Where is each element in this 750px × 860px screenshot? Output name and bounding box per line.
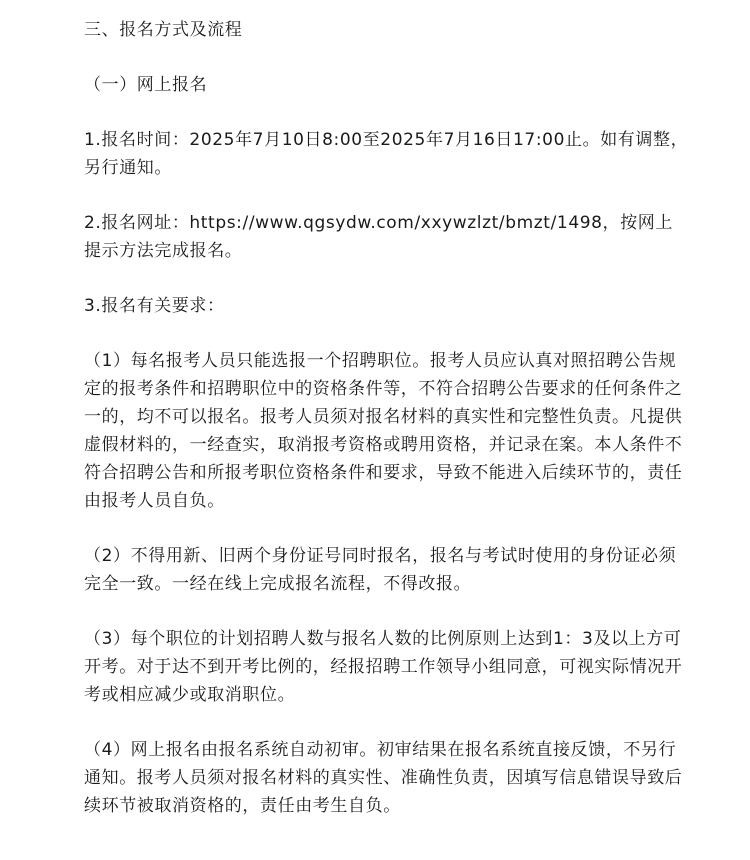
requirement-3-paragraph: （3）每个职位的计划招聘人数与报名人数的比例原则上达到1：3及以上方可开考。对于达不到开考比例的，经报招聘工作领导小组同意，可视实际情况开考或相应减少或取消职位。 [84, 629, 683, 705]
sub-title: （一）网上报名 [84, 75, 208, 95]
requirement-4-paragraph: （4）网上报名由报名系统自动初审。初审结果在报名系统直接反馈，不另行通知。报考人员须对报名材料的真实性、准确性负责，因填写信息错误导致后续环节被取消资格的，责任由考生自负。 [84, 740, 683, 816]
registration-time-paragraph: 1.报名时间：2025年7月10日8:00至2025年7月16日17:00止。如有调整，另行通知。 [84, 130, 689, 178]
registration-website-paragraph: 2.报名网址：https://www.qgsydw.com/xxywzlzt/bmzt/1498，按网上提示方法完成报名。 [84, 213, 673, 261]
requirement-1-paragraph: （1）每名报考人员只能选报一个招聘职位。报考人员应认真对照招聘公告规定的报考条件和招聘职位中的资格条件等，不符合招聘公告要求的任何条件之一的，均不可以报名。报考人员须对报名材料的真实性和完整性负责。凡提供虚假材料的，一经查实，取消报考资格或聘用资格，并记录在案。本人条件不符合招聘公告和所报考职位资格条件和要求，导致不能进入后续环节的，责任由报考人员自负。 [84, 351, 683, 511]
section-title: 三、报名方式及流程 [84, 20, 243, 40]
registration-requirements-heading: 3.报名有关要求： [84, 296, 225, 316]
requirement-2-paragraph: （2）不得用新、旧两个身份证号同时报名，报名与考试时使用的身份证必须完全一致。一经在线上完成报名流程，不得改报。 [84, 546, 677, 594]
